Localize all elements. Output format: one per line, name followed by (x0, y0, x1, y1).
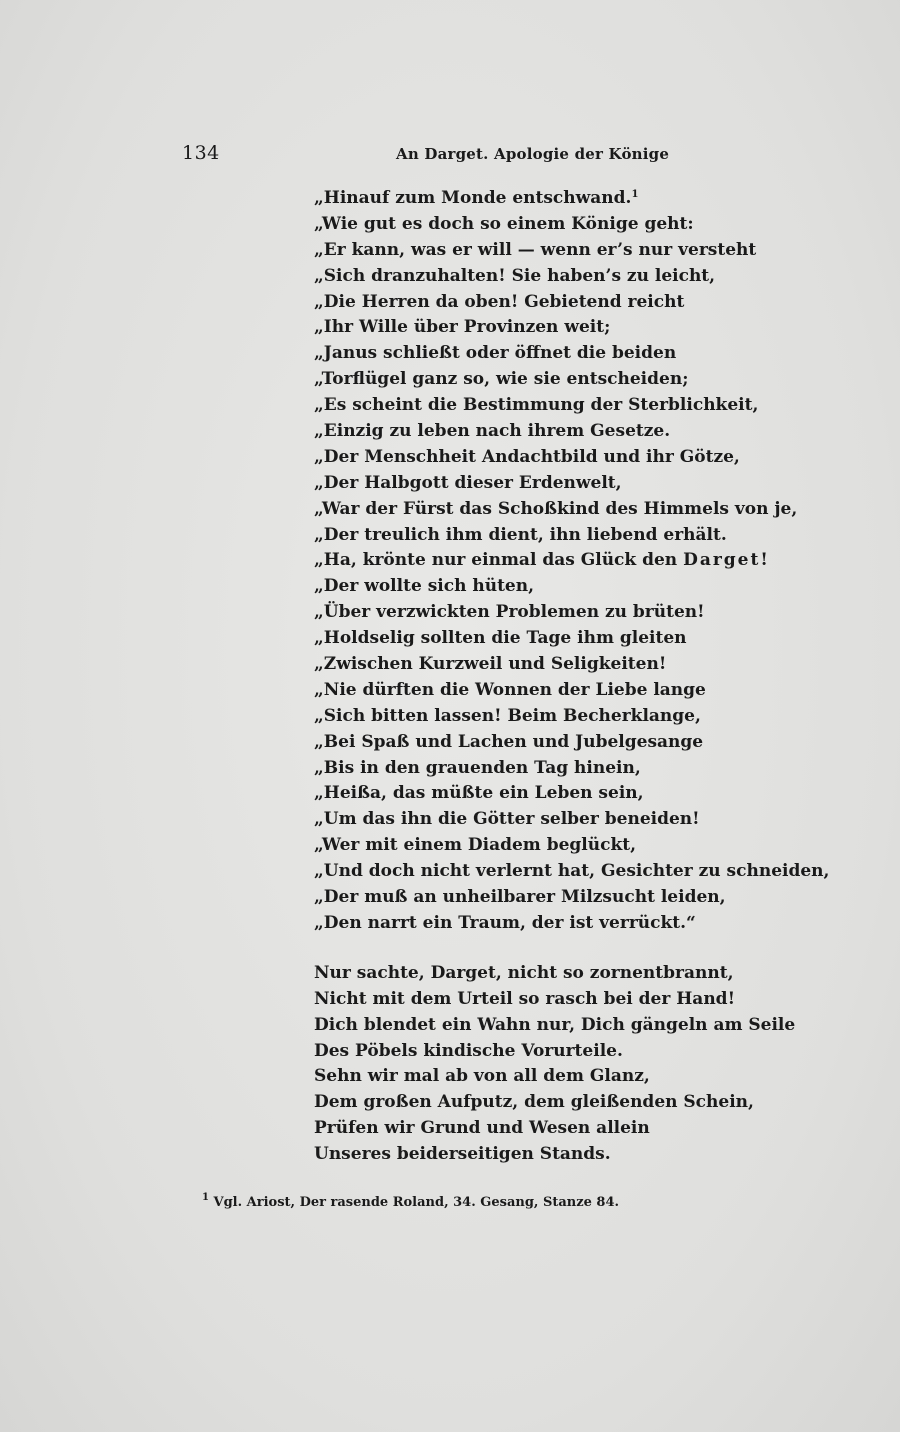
verse-line: „Der treulich ihm dient, ihn liebend erhält. (314, 524, 727, 545)
verse-line: „Ha, krönte nur einmal das Glück den Darget! (314, 550, 768, 571)
verse-line: „Ihr Wille über Provinzen weit; (314, 317, 611, 338)
verse-line: „Den narrt ein Traum, der ist verrückt.“ (314, 912, 696, 933)
page-header (182, 142, 670, 172)
verse-line: „Die Herren da oben! Gebietend reicht (314, 291, 685, 312)
verse-line: Nur sachte, Darget, nicht so zornentbrannt, (314, 962, 734, 983)
verse-line: „Sich dranzuhalten! Sie haben’s zu leicht, (314, 265, 716, 286)
stanza-2 (314, 961, 796, 1168)
verse-line: Nicht mit dem Urteil so rasch bei der Hand! (314, 988, 736, 1009)
verse-line: „Um das ihn die Götter selber beneiden! (314, 809, 700, 830)
verse-line: „Wie gut es doch so einem Könige geht: (314, 213, 694, 234)
verse-line: „Bei Spaß und Lachen und Jubelgesange (314, 731, 704, 752)
verse-line: Des Pöbels kindische Vorurteile. (314, 1040, 623, 1061)
verse-line: „Janus schließt oder öffnet die beiden (314, 343, 677, 364)
footnote-number: 1 (202, 1192, 209, 1203)
verse-line: „Nie dürften die Wonnen der Liebe lange (314, 679, 706, 700)
running-title: An Darget. Apologie der Könige (396, 145, 670, 163)
verse-line: „Torflügel ganz so, wie sie entscheiden; (314, 369, 689, 390)
verse-line: „Der Halbgott dieser Erdenwelt, (314, 472, 622, 493)
verse-line: Unseres beiderseitigen Stands. (314, 1144, 611, 1165)
verse-line: „Über verzwickten Problemen zu brüten! (314, 602, 705, 623)
poem (314, 186, 830, 1168)
verse-line: „Der muß an unheilbarer Milzsucht leiden, (314, 887, 726, 908)
footnote-marker: 1 (631, 189, 639, 200)
verse-line: „Wer mit einem Diadem beglückt, (314, 835, 637, 856)
verse-line: „Und doch nicht verlernt hat, Gesichter zu schneiden, (314, 861, 830, 882)
verse-line: „Es scheint die Bestimmung der Sterblichkeit, (314, 395, 759, 416)
footnote-text: Vgl. Ariost, Der rasende Roland, 34. Gesang, Stanze 84. (213, 1195, 620, 1210)
verse-line: „Holdselig sollten die Tage ihm gleiten (314, 628, 687, 649)
verse-line: „Der Menschheit Andachtbild und ihr Götze, (314, 446, 740, 467)
verse-line: „Der wollte sich hüten, (314, 576, 535, 597)
verse-line: Dem großen Aufputz, dem gleißenden Schein, (314, 1092, 754, 1113)
verse-line: „War der Fürst das Schoßkind des Himmels von je, (314, 498, 798, 519)
verse-line: „Er kann, was er will — wenn er’s nur versteht (314, 239, 757, 260)
stanza-1 (314, 186, 830, 937)
verse-line: Dich blendet ein Wahn nur, Dich gängeln am Seile (314, 1014, 796, 1035)
spaced-name: Darget (683, 550, 761, 571)
footnote (202, 1192, 620, 1210)
verse-line: „Zwischen Kurzweil und Seligkeiten! (314, 654, 667, 675)
verse-line: „Heißa, das müßte ein Leben sein, (314, 783, 644, 804)
verse-line: Prüfen wir Grund und Wesen allein (314, 1118, 650, 1139)
verse-line: „Sich bitten lassen! Beim Becherklange, (314, 705, 701, 726)
verse-line: Sehn wir mal ab von all dem Glanz, (314, 1066, 650, 1087)
verse-line: „Einzig zu leben nach ihrem Gesetze. (314, 421, 671, 442)
verse-line: „Bis in den grauenden Tag hinein, (314, 757, 641, 778)
verse-line: „Hinauf zum Monde entschwand.$^1$ (314, 188, 639, 208)
page-number: 134 (182, 142, 220, 164)
